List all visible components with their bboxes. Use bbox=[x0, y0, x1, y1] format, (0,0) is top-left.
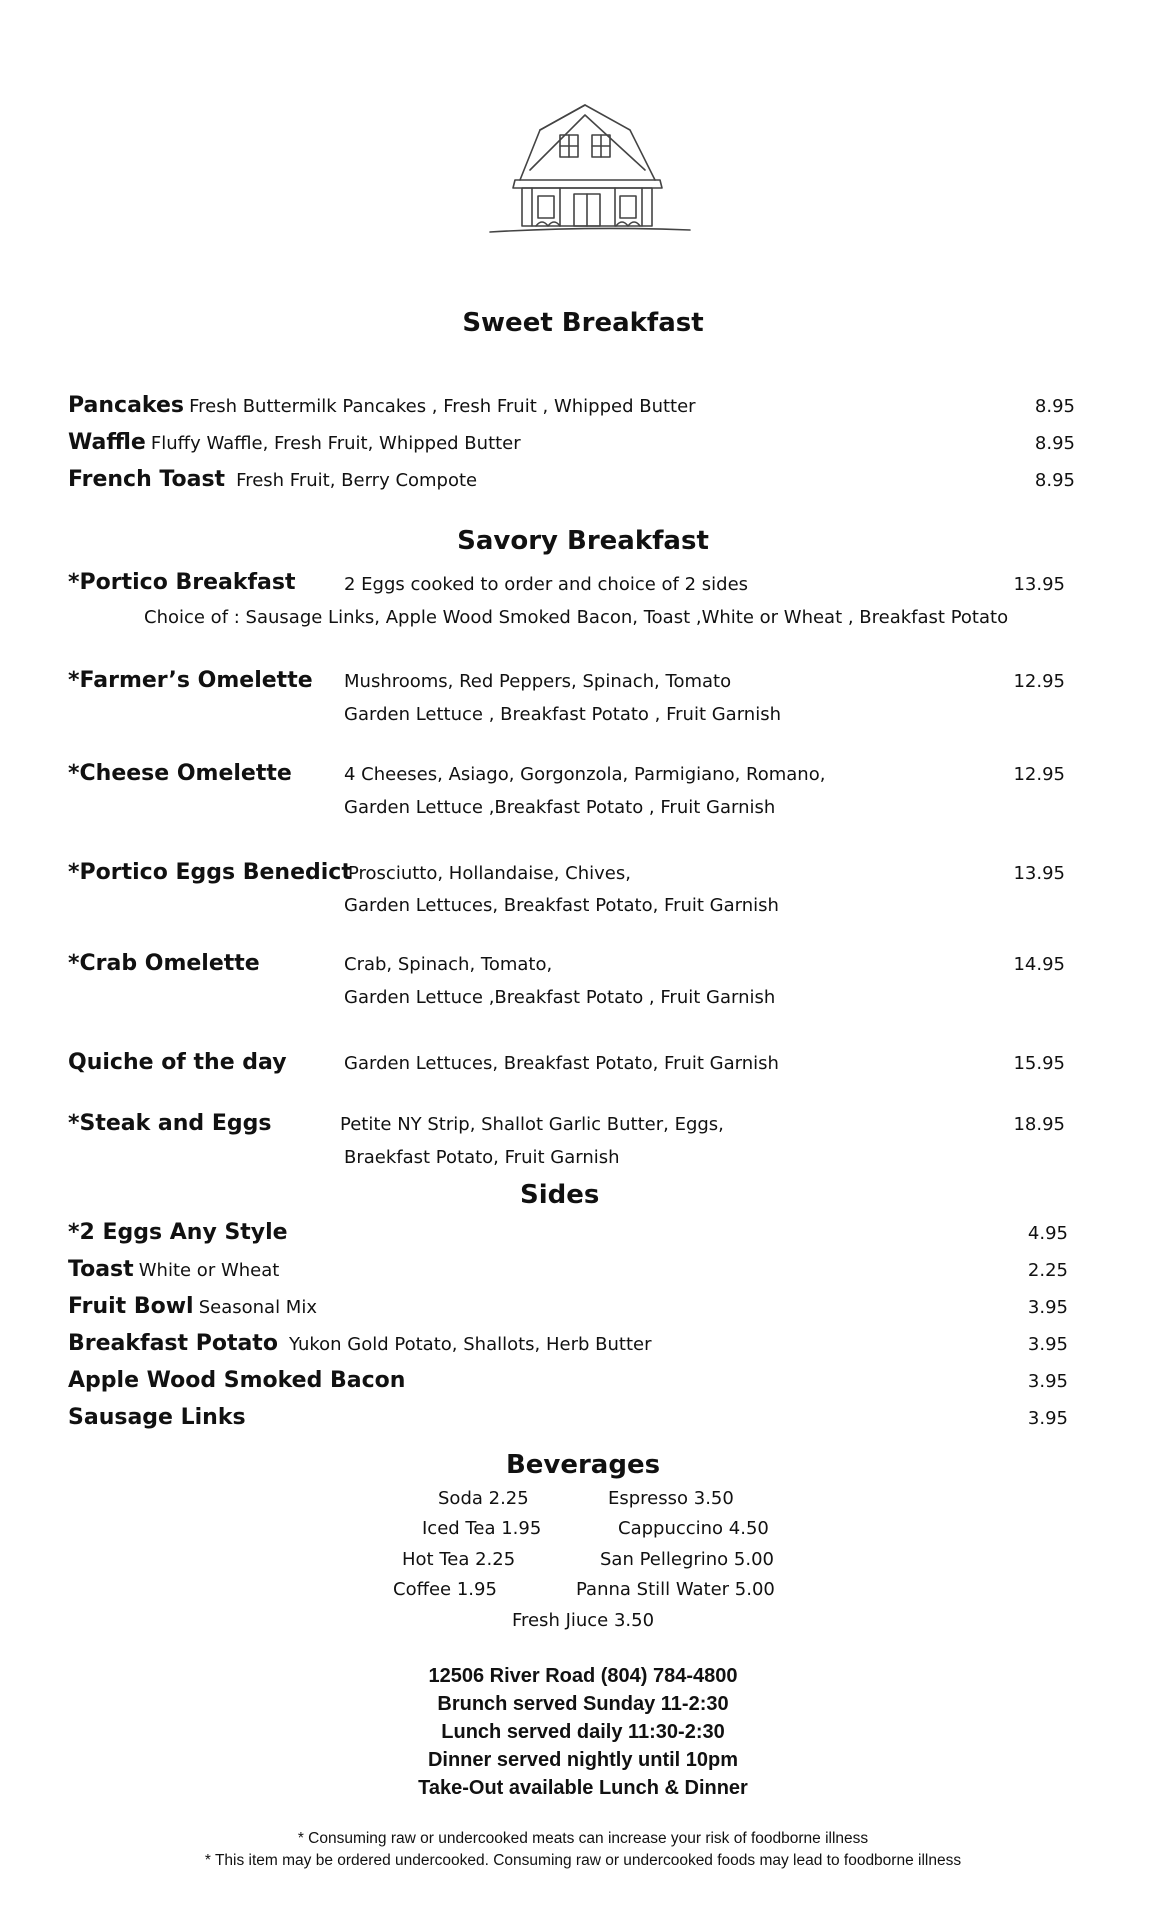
item-name: *Crab Omelette bbox=[68, 951, 260, 976]
item-desc: Garden Lettuces, Breakfast Potato, Fruit Garnish bbox=[344, 1053, 779, 1074]
lunch-hours: Lunch served daily 11:30-2:30 bbox=[441, 1721, 725, 1743]
dinner-hours: Dinner served nightly until 10pm bbox=[427, 1749, 739, 1771]
item-desc: Prosciutto, Hollandaise, Chives, bbox=[348, 863, 631, 884]
item-price: 15.95 bbox=[1013, 1053, 1065, 1074]
item-name: Breakfast Potato bbox=[68, 1331, 278, 1356]
undercooked-note: * This item may be ordered undercooked. Consuming raw or undercooked foods may lead to foodborne illness bbox=[204, 1852, 962, 1869]
beverage-item: San Pellegrino 5.00 bbox=[600, 1549, 774, 1570]
beverage-item: Hot Tea 2.25 bbox=[402, 1549, 516, 1570]
item-name: *Steak and Eggs bbox=[68, 1111, 272, 1136]
beverage-item: Cappuccino 4.50 bbox=[618, 1518, 769, 1539]
item-price: 8.95 bbox=[1034, 396, 1075, 417]
item-name: French Toast bbox=[68, 467, 226, 492]
menu-item-waffle bbox=[68, 430, 521, 455]
item-desc: Garden Lettuce ,Breakfast Potato , Fruit Garnish bbox=[344, 797, 776, 818]
item-name: Quiche of the day bbox=[68, 1050, 287, 1075]
item-name: Sausage Links bbox=[68, 1405, 246, 1430]
takeout-note: Take-Out available Lunch & Dinner bbox=[418, 1777, 748, 1799]
item-price: 4.95 bbox=[1027, 1223, 1068, 1244]
item-price: 12.95 bbox=[1013, 671, 1065, 692]
beverage-item: Iced Tea 1.95 bbox=[422, 1518, 542, 1539]
item-price: 14.95 bbox=[1013, 954, 1065, 975]
item-name: *Portico Eggs Benedict bbox=[68, 860, 352, 885]
item-name: Pancakes bbox=[68, 393, 184, 418]
food-safety-note: * Consuming raw or undercooked meats can increase your risk of foodborne illness bbox=[297, 1830, 869, 1847]
item-price: 13.95 bbox=[1013, 574, 1065, 595]
item-price: 3.95 bbox=[1027, 1371, 1068, 1392]
item-price: 3.95 bbox=[1027, 1297, 1068, 1318]
item-desc: Mushrooms, Red Peppers, Spinach, Tomato bbox=[344, 671, 732, 692]
beverage-item: Soda 2.25 bbox=[438, 1488, 529, 1509]
item-name: Waffle bbox=[68, 430, 146, 455]
item-price: 13.95 bbox=[1013, 863, 1065, 884]
item-desc: 4 Cheeses, Asiago, Gorgonzola, Parmigiano, Romano, bbox=[344, 764, 826, 785]
item-desc: Fresh Fruit, Berry Compote bbox=[236, 470, 478, 491]
menu-item-fruit-bowl bbox=[68, 1294, 317, 1319]
sides-choice-note: Choice of : Sausage Links, Apple Wood Smoked Bacon, Toast ,White or Wheat , Breakfast Potato bbox=[144, 607, 1009, 628]
item-desc: White or Wheat bbox=[138, 1260, 280, 1281]
item-desc: Fluffy Waffle, Fresh Fruit, Whipped Butter bbox=[150, 433, 521, 454]
beverage-item: Panna Still Water 5.00 bbox=[576, 1579, 775, 1600]
beverage-item: Fresh Jiuce 3.50 bbox=[511, 1610, 655, 1631]
item-desc: Garden Lettuces, Breakfast Potato, Fruit Garnish bbox=[344, 895, 779, 916]
item-price: 18.95 bbox=[1013, 1114, 1065, 1135]
item-price: 3.95 bbox=[1027, 1408, 1068, 1429]
item-price: 8.95 bbox=[1034, 433, 1075, 454]
section-title-sweet-breakfast: Sweet Breakfast bbox=[462, 308, 704, 338]
item-name: *Farmer’s Omelette bbox=[68, 668, 313, 693]
menu-item-breakfast-potato bbox=[68, 1331, 652, 1356]
item-price: 8.95 bbox=[1034, 470, 1075, 491]
item-desc: 2 Eggs cooked to order and choice of 2 sides bbox=[344, 574, 749, 595]
house-logo-icon bbox=[470, 30, 710, 240]
item-name: *Cheese Omelette bbox=[68, 761, 292, 786]
item-desc: Yukon Gold Potato, Shallots, Herb Butter bbox=[289, 1334, 652, 1355]
item-price: 12.95 bbox=[1013, 764, 1065, 785]
item-desc: Petite NY Strip, Shallot Garlic Butter, Eggs, bbox=[340, 1114, 724, 1135]
item-desc: Garden Lettuce ,Breakfast Potato , Fruit Garnish bbox=[344, 987, 776, 1008]
item-name: Fruit Bowl bbox=[68, 1294, 194, 1319]
item-name: Toast bbox=[68, 1257, 134, 1282]
menu-item-french-toast bbox=[68, 467, 477, 492]
section-title-sides: Sides bbox=[520, 1180, 600, 1210]
menu-item-pancakes bbox=[68, 393, 696, 418]
item-price: 2.25 bbox=[1027, 1260, 1068, 1281]
item-desc: Fresh Buttermilk Pancakes , Fresh Fruit , Whipped Butter bbox=[189, 396, 696, 417]
item-desc: Braekfast Potato, Fruit Garnish bbox=[344, 1147, 620, 1168]
menu-item-toast bbox=[68, 1257, 279, 1282]
beverage-item: Coffee 1.95 bbox=[393, 1579, 497, 1600]
section-title-savory-breakfast: Savory Breakfast bbox=[457, 526, 709, 556]
item-desc: Seasonal Mix bbox=[198, 1297, 317, 1318]
item-name: *2 Eggs Any Style bbox=[68, 1220, 288, 1245]
item-name: *Portico Breakfast bbox=[68, 570, 296, 595]
item-name: Apple Wood Smoked Bacon bbox=[68, 1368, 406, 1393]
item-desc: Garden Lettuce , Breakfast Potato , Fruit Garnish bbox=[344, 704, 781, 725]
brunch-hours: Brunch served Sunday 11-2:30 bbox=[437, 1693, 729, 1715]
beverage-item: Espresso 3.50 bbox=[608, 1488, 734, 1509]
item-desc: Crab, Spinach, Tomato, bbox=[344, 954, 553, 975]
item-price: 3.95 bbox=[1027, 1334, 1068, 1355]
section-title-beverages: Beverages bbox=[505, 1450, 661, 1480]
address-phone: 12506 River Road (804) 784-4800 bbox=[428, 1665, 738, 1687]
